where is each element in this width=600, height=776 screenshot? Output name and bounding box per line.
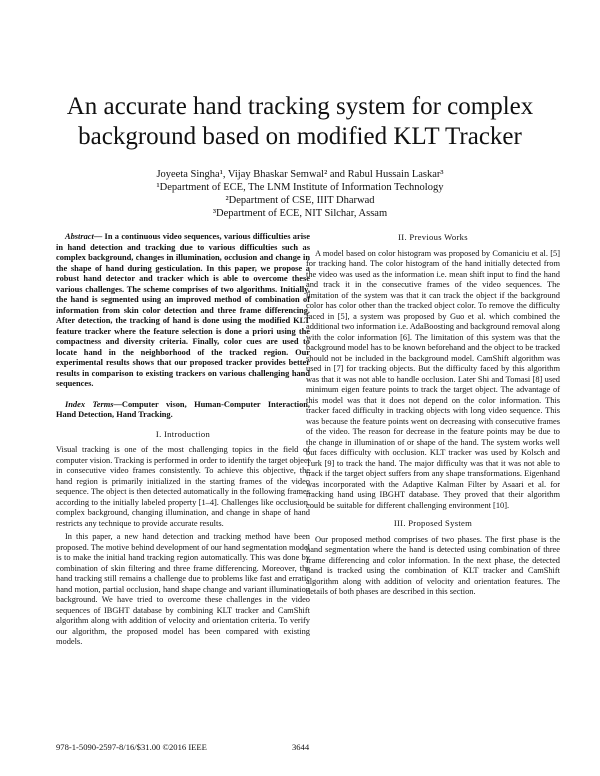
title-line-1: An accurate hand tracking system for complex <box>66 93 534 120</box>
title-line-2: background based on modified KLT Tracker <box>78 123 522 150</box>
abstract <box>56 232 310 390</box>
affiliation-3: ³Department of ECE, NIT Silchar, Assam <box>212 208 388 219</box>
affiliation-1: ¹Department of ECE, The LNM Institute of Information Technology <box>156 182 444 193</box>
isbn-footer: 978-1-5090-2597-8/16/$31.00 ©2016 IEEE <box>56 742 207 752</box>
section-heading-proposed-system: III. Proposed System <box>393 518 473 528</box>
index-terms-lead: Index Terms <box>65 399 114 409</box>
author-names: Joyeeta Singha¹, Vijay Bhaskar Semwal² and Rabul Hussain Laskar³ <box>156 169 444 180</box>
abstract-text: In a continuous video sequences, various difficulties arise in hand detection and tracking due to various difficulties such as complex background, changes in illumination, occlusion and change in the shape of hand during gesticulation. In this paper, we propose a robust hand detector and tracker which is able to overcome these various challenges. The scheme comprises of two algorithms. Initially, the hand is segmented using an improved method of combination of information from skin color detection and three frame differencing. After detection, the tracking of hand is done using the modified KLT feature tracker where the feature selection is done a priori using the compactness and diversity criteria. Finally, color cues are used to locate hand in the neighborhood of the tracked region. Our experimental results shows that our proposed tracker provides better results in comparison to existing trackers on various challenging hand sequences. <box>56 232 310 388</box>
left-column <box>56 232 310 651</box>
index-terms <box>56 400 310 421</box>
proposed-system-paragraph: Our proposed method comprises of two phases. The first phase is the hand segmentation where the hand is detected using combination of three frame differencing and color information. In the next phase, the detected hand is tracked using the combination of KLT tracker and CamShift algorithm along with addition of velocity and orientation features. The details of both phases are described in this section. <box>306 534 560 596</box>
intro-paragraph-1: Visual tracking is one of the most challenging topics in the field of computer vision. Tracking is performed in order to identify the target object in consecutive video frames consistently. To achieve this objective, the hand region is primarily initialized in the starting frames of the video sequence. The object is then detected automatically in the following frames according to the initially labeled property [1–4]. Challenges like occlusion, complex background, changing illumination, and change in shape of hand restricts any technique to provide accurate results. <box>56 445 310 528</box>
previous-works-paragraph: A model based on color histogram was proposed by Comaniciu et al. [5] for tracking hand. The color histogram of the hand initially detected from the video was used as the information i.e. mean shift input to find the hand and track it in the consecutive frames of the video sequences. The limitation of the system was that it can track the object if the background color has color other than the tracked object color. To remove the difficulty faced in [5], a system was proposed by Guo et al. which combined the additional two information i.e. AdaBoosting and background removal along with the color information [6]. The limitation of this system was that the background model has to be known beforehand and the object to be tracked should not be included in the background model. CamShift algorithm was used in [7] for tracking objects. But the difficulty faced by this algorithm was that it was not able to handle occlusion. Later Shi and Tomasi [8] used minimum eigen feature points to track the target object. The advantage of this model was that it does not depend on the color information. This tracker faced difficulty in tracking objects with long video sequence. This was because the feature points went on decreasing with consecutive frames of the video. The reason for decrease in the feature points may be due to the change in illumination of or shape of the hand. The system works well but faces difficulty with occlusion. KLT tracker was used by Kolsch and Turk [9] to track the hand. The major difficulty was that it was not able to track if the target object suffers from any shape transformations. Eigenhand was incorporated with the Adaptive Kalman Filter by Asaari et al. for tracking hand using IBGHT database. They proved that their algorithm could be suitable for different challenging environment [10]. <box>306 248 560 510</box>
page-number: 3644 <box>292 742 310 752</box>
section-heading-introduction: I. Introduction <box>155 428 211 439</box>
section-heading-previous-works: II. Previous Works <box>398 232 468 242</box>
author-block <box>60 168 540 220</box>
abstract-lead: Abstract— <box>65 232 103 241</box>
index-terms-text: —Computer vison, Human-Computer Interaction, Hand Detection, Hand Tracking. <box>56 399 311 419</box>
affiliation-2: ²Department of CSE, IIIT Dharwad <box>225 195 375 206</box>
right-column <box>306 232 560 601</box>
intro-paragraph-2: In this paper, a new hand detection and tracking method have been proposed. The motive behind development of our hand segmentation model is to make the initial hand tracking region automatically. This was done by combination of skin filtering and three frame differencing. Moreover, the hand tracking still remains a challenge due to problems like fast and erratic hand motion, partial occlusion, hand shape change and variant illumination background. We have tried to overcome these challenges in the video sequences of IBGHT database by combining KLT tracker and CamShift algorithm along with addition of velocity and orientation criteria. To verify our algorithm, the proposed model has been compared with existing models. <box>56 532 310 646</box>
paper-title <box>40 92 560 152</box>
